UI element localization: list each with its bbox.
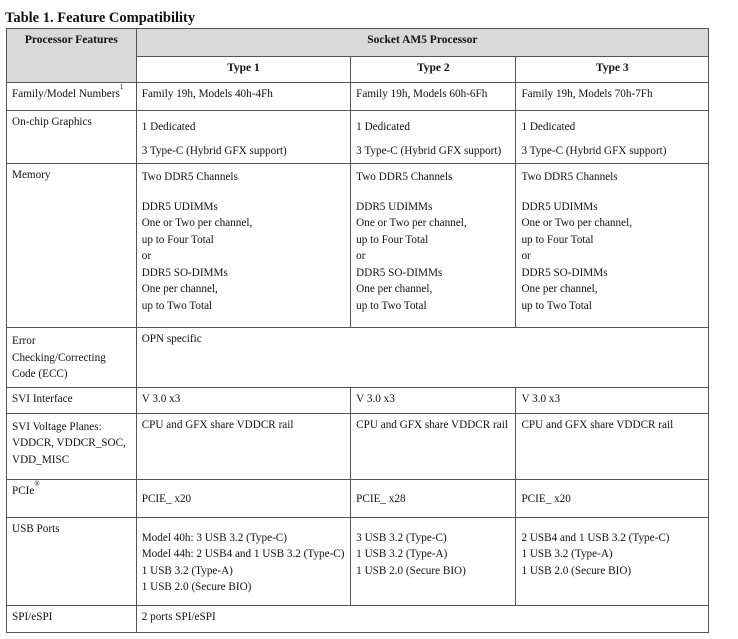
cell-memory-type1: Two DDR5 Channels DDR5 UDIMMs One or Two per channel, up to Four Total or DDR5 SO-DIMMs One per channel, up to Two Total <box>136 164 350 328</box>
cell-family-type1: Family 19h, Models 40h-4Fh <box>136 83 350 111</box>
cell-graphics-type1: 1 Dedicated 3 Type-C (Hybrid GFX support) <box>136 111 350 164</box>
cell-family-type2: Family 19h, Models 60h-6Fh <box>351 83 516 111</box>
row-label-graphics: On-chip Graphics <box>7 111 137 164</box>
row-label-svi: SVI Interface <box>7 387 137 413</box>
header-type-3: Type 3 <box>516 57 709 83</box>
cell-svi-type3: V 3.0 x3 <box>516 387 709 413</box>
cell-svi-type1: V 3.0 x3 <box>136 387 350 413</box>
header-processor-features: Processor Features <box>7 29 137 83</box>
row-label-memory: Memory <box>7 164 137 328</box>
row-label-usb: USB Ports <box>7 517 137 605</box>
cell-memory-type2: Two DDR5 Channels DDR5 UDIMMs One or Two per channel, up to Four Total or DDR5 SO-DIMMs One per channel, up to Two Total <box>351 164 516 328</box>
cell-planes-type2: CPU and GFX share VDDCR rail <box>351 413 516 479</box>
table-title: Table 1. Feature Compatibility <box>5 10 196 26</box>
cell-usb-type1 <box>136 517 350 605</box>
cell-svi-type2: V 3.0 x3 <box>351 387 516 413</box>
header-row-1 <box>7 29 709 57</box>
header-type-1: Type 1 <box>136 57 350 83</box>
cell-graphics-type2: 1 Dedicated 3 Type-C (Hybrid GFX support) <box>351 111 516 164</box>
cell-pcie-type1: PCIE_ x20 <box>136 479 350 517</box>
cell-spi-value: 2 ports SPI/eSPI <box>136 605 708 632</box>
feature-compatibility-table <box>6 28 709 633</box>
row-memory <box>7 164 709 328</box>
cell-pcie-type2: PCIE_ x28 <box>351 479 516 517</box>
memory-details-type2: DDR5 UDIMMs One or Two per channel, up to Four Total or DDR5 SO-DIMMs One per channel, up to Two Total <box>356 200 467 312</box>
cell-family-type3: Family 19h, Models 70h-7Fh <box>516 83 709 111</box>
header-socket-am5: Socket AM5 Processor <box>136 29 708 57</box>
footnote-marker: 1 <box>119 83 124 91</box>
cell-planes-type1: CPU and GFX share VDDCR rail <box>136 413 350 479</box>
usb-list-type1: Model 40h: 3 USB 3.2 (Type-C) Model 44h: 2 USB4 and 1 USB 3.2 (Type-C) 1 USB 3.2 (Type-A) 1 USB 2.0 (Secure BIO) <box>141 531 345 593</box>
cell-usb-type2 <box>351 517 516 605</box>
row-pcie <box>7 479 709 517</box>
row-spi <box>7 605 709 632</box>
cell-memory-type3: Two DDR5 Channels DDR5 UDIMMs One or Two per channel, up to Four Total or DDR5 SO-DIMMs One per channel, up to Two Total <box>516 164 709 328</box>
row-label-family: Family/Model Numbers$^1$ <box>7 83 137 111</box>
usb-list-type3: 2 USB4 and 1 USB 3.2 (Type-C) 1 USB 3.2 (Type-A) 1 USB 2.0 (Secure BIO) <box>521 531 670 577</box>
header-type-2: Type 2 <box>351 57 516 83</box>
cell-planes-type3: CPU and GFX share VDDCR rail <box>516 413 709 479</box>
cell-ecc-value: OPN specific <box>136 328 708 388</box>
row-label-pcie: PCIe® <box>7 479 137 517</box>
cell-pcie-type3: PCIE_ x20 <box>516 479 709 517</box>
row-graphics <box>7 111 709 164</box>
row-label-spi: SPI/eSPI <box>7 605 137 632</box>
row-ecc <box>7 328 709 388</box>
row-voltage-planes <box>7 413 709 479</box>
row-label-voltage-planes: SVI Voltage Planes: VDDCR, VDDCR_SOC, VDD_MISC <box>7 413 137 479</box>
row-family <box>7 83 709 111</box>
memory-details-type3: DDR5 UDIMMs One or Two per channel, up to Four Total or DDR5 SO-DIMMs One per channel, up to Two Total <box>521 200 632 312</box>
registered-mark: ® <box>34 479 40 488</box>
row-usb <box>7 517 709 605</box>
row-label-ecc: Error Checking/Correcting Code (ECC) <box>7 328 137 388</box>
memory-details-type1: DDR5 UDIMMs One or Two per channel, up to Four Total or DDR5 SO-DIMMs One per channel, up to Two Total <box>141 200 253 312</box>
usb-list-type2: 3 USB 3.2 (Type-C) 1 USB 3.2 (Type-A) 1 USB 2.0 (Secure BIO) <box>356 531 466 577</box>
cell-graphics-type3: 1 Dedicated 3 Type-C (Hybrid GFX support) <box>516 111 709 164</box>
cell-usb-type3 <box>516 517 709 605</box>
row-svi <box>7 387 709 413</box>
